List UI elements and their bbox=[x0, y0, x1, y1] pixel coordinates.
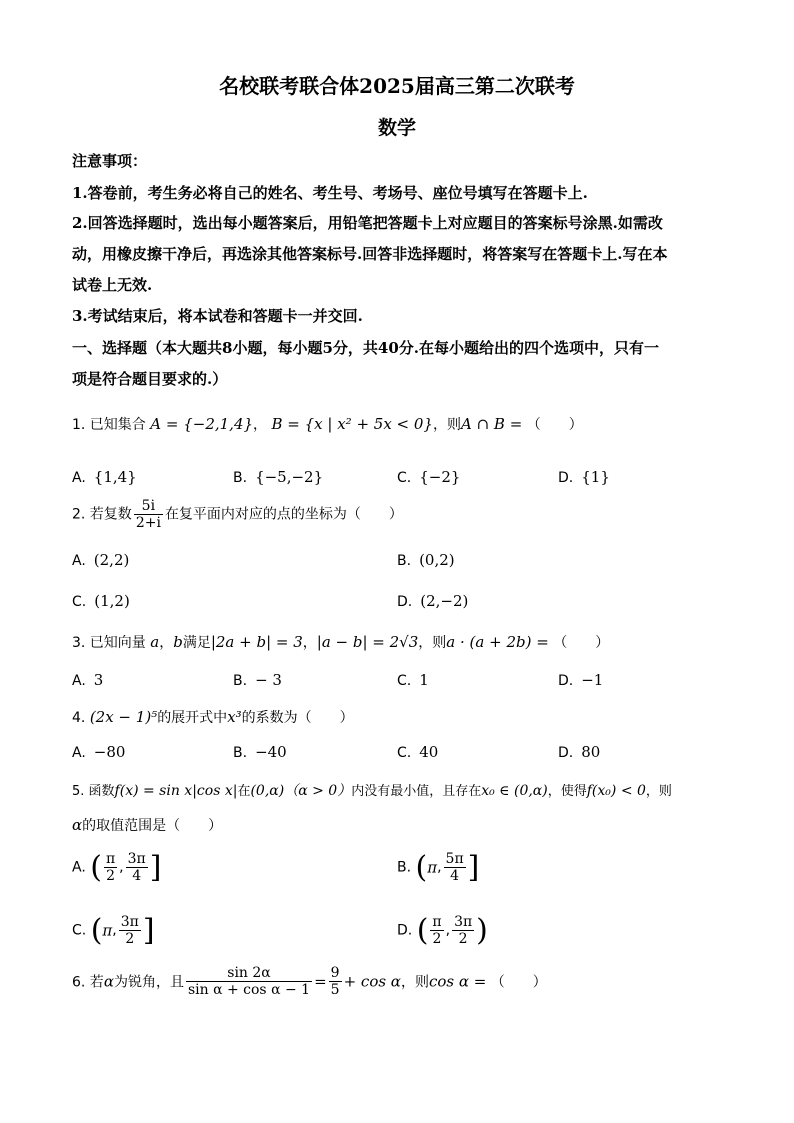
fraction-denominator: 2 bbox=[106, 868, 116, 884]
question-4-option-d bbox=[558, 743, 600, 761]
question-2-suffix: 在复平面内对应的点的坐标为（ ） bbox=[164, 506, 403, 523]
question-1-expr: A ∩ B = bbox=[460, 415, 523, 433]
question-5-option-a bbox=[72, 850, 161, 885]
fraction-denominator: sin α + cos α − 1 bbox=[187, 982, 311, 998]
question-5-option-d bbox=[397, 913, 488, 948]
question-5-line-1 bbox=[72, 780, 672, 800]
fraction-numerator: π bbox=[105, 851, 116, 867]
fraction-numerator: sin 2α bbox=[186, 965, 312, 982]
question-3-option-b bbox=[233, 671, 282, 689]
option-letter: A. bbox=[72, 745, 86, 761]
question-5-mid-3: ，使得 bbox=[547, 784, 587, 799]
option-value: {−2} bbox=[419, 468, 461, 486]
fraction-numerator: 3π bbox=[127, 851, 146, 867]
question-5-x0: x₀ ∈ (0,α) bbox=[481, 783, 548, 799]
option-letter: C. bbox=[72, 594, 87, 610]
fraction-numerator: 3π bbox=[454, 914, 473, 930]
question-6-prefix: 6. 若 bbox=[72, 974, 104, 991]
option-value: − 3 bbox=[255, 671, 282, 689]
question-5-function: f(x) = sin x|cos x| bbox=[114, 783, 238, 799]
left-paren: ( bbox=[416, 913, 429, 948]
option-letter: D. bbox=[558, 470, 574, 486]
option-letter: D. bbox=[558, 673, 574, 689]
fraction-denominator: 4 bbox=[132, 868, 142, 884]
question-1-sep: ， bbox=[253, 417, 268, 433]
option-letter: C. bbox=[72, 922, 87, 939]
option-letter: B. bbox=[233, 470, 248, 486]
option-value: (2,2) bbox=[93, 551, 130, 569]
option-right-fraction bbox=[444, 851, 466, 884]
question-4-mid: 的展开式中 bbox=[157, 710, 228, 726]
option-value: (2,−2) bbox=[420, 592, 469, 610]
question-3-sep: ， bbox=[159, 635, 174, 651]
section-1-heading-line-1: 一、选择题（本大题共8小题，每小题5分，共40分.在每小题给出的四个选项中，只有一 bbox=[72, 339, 659, 357]
question-6 bbox=[72, 965, 547, 998]
question-4-option-b bbox=[233, 743, 287, 761]
question-2-option-c bbox=[72, 592, 130, 610]
question-4-suffix: 的系数为（ ） bbox=[241, 710, 354, 726]
question-5-line-2-suffix: 的取值范围是（ ） bbox=[82, 818, 223, 834]
question-3-prefix: 3. 已知向量 bbox=[72, 635, 146, 651]
option-left-value: π bbox=[102, 921, 113, 940]
question-3-condition-1: |2a + b| = 3 bbox=[210, 633, 303, 651]
option-comma: , bbox=[437, 859, 442, 876]
question-3-option-d bbox=[558, 671, 603, 689]
notice-item-2-line-2: 动，用橡皮擦干净后，再选涂其他答案标号.回答非选择题时，将答案写在答题卡上.写在本 bbox=[72, 245, 668, 263]
option-letter: C. bbox=[397, 673, 412, 689]
question-5-inequality: f(x₀) < 0 bbox=[586, 783, 646, 799]
question-3-suffix: ，则 bbox=[418, 635, 447, 651]
fraction-numerator: 9 bbox=[330, 965, 340, 981]
fraction-numerator: 3π bbox=[120, 914, 139, 930]
question-4-option-a bbox=[72, 743, 125, 761]
question-3-option-a bbox=[72, 671, 103, 689]
fraction-denominator: 2 bbox=[432, 931, 442, 947]
vector-b: b bbox=[173, 633, 183, 651]
question-1-blank: （ ） bbox=[526, 417, 583, 433]
option-letter: A. bbox=[72, 859, 86, 876]
right-paren: ] bbox=[149, 850, 162, 885]
question-6-alpha: α bbox=[103, 972, 114, 991]
question-1-option-a bbox=[72, 468, 137, 486]
notice-item-2-line-1: 2.回答选择题时，选出每小题答案后，用铅笔把答题卡上对应题目的答案标号涂黑.如需改 bbox=[72, 214, 663, 232]
question-6-rhs: + cos α bbox=[343, 972, 401, 991]
question-2 bbox=[72, 498, 403, 531]
option-value: 80 bbox=[581, 743, 601, 761]
exam-subject: 数学 bbox=[377, 117, 416, 139]
question-1-option-c bbox=[397, 468, 460, 486]
option-letter: B. bbox=[397, 859, 412, 876]
question-2-option-b bbox=[397, 551, 455, 569]
notice-heading: 注意事项： bbox=[72, 152, 148, 170]
question-2-option-d bbox=[397, 592, 468, 610]
notice-item-3: 3.考试结束后，将本试卷和答题卡一并交回. bbox=[72, 307, 363, 325]
option-letter: D. bbox=[397, 594, 413, 610]
question-6-mid: 为锐角，且 bbox=[113, 974, 184, 991]
question-5-option-b bbox=[397, 850, 479, 885]
option-letter: C. bbox=[397, 745, 412, 761]
option-left-value: π bbox=[427, 858, 438, 877]
option-left-fraction bbox=[104, 851, 117, 884]
question-3 bbox=[72, 632, 609, 652]
option-right-fraction bbox=[452, 914, 474, 947]
question-3-option-c bbox=[397, 671, 429, 689]
question-1 bbox=[72, 414, 583, 434]
question-5-mid-2: 内没有最小值，且存在 bbox=[351, 784, 482, 799]
section-1-heading-line-2: 项是符合题目要求的.） bbox=[72, 370, 228, 388]
right-paren: ] bbox=[142, 913, 155, 948]
question-6-expr: cos α = bbox=[428, 972, 487, 991]
question-5-interval: (0,α) bbox=[250, 783, 285, 799]
question-6-suffix: ，则 bbox=[400, 974, 429, 991]
question-1-option-b bbox=[233, 468, 323, 486]
option-value: {1} bbox=[581, 468, 610, 486]
option-value: (0,2) bbox=[419, 551, 455, 569]
question-4-expr: (2x − 1)⁵ bbox=[89, 708, 158, 726]
question-3-blank: （ ） bbox=[553, 635, 610, 651]
option-value: 1 bbox=[419, 671, 429, 689]
option-value: {1,4} bbox=[93, 468, 137, 486]
question-5-condition: （α > 0） bbox=[284, 783, 352, 799]
question-5-line-2 bbox=[72, 815, 222, 835]
option-letter: A. bbox=[72, 673, 86, 689]
question-1-suffix: ，则 bbox=[432, 417, 461, 433]
option-letter: A. bbox=[72, 470, 86, 486]
question-2-fraction bbox=[134, 498, 163, 531]
option-letter: A. bbox=[72, 553, 86, 569]
option-value: (1,2) bbox=[94, 592, 130, 610]
question-3-mid: 满足 bbox=[182, 635, 211, 651]
option-letter: B. bbox=[233, 673, 248, 689]
notice-item-2-line-3: 试卷上无效. bbox=[72, 276, 153, 294]
fraction-denominator: 5 bbox=[330, 982, 340, 998]
question-2-prefix: 2. 若复数 bbox=[72, 506, 132, 523]
question-1-prefix: 1. 已知集合 bbox=[72, 417, 146, 433]
question-6-blank: （ ） bbox=[490, 974, 547, 991]
question-4 bbox=[72, 707, 354, 727]
question-6-equals: = bbox=[314, 972, 327, 991]
option-value: −80 bbox=[93, 743, 126, 761]
right-paren: ) bbox=[476, 913, 488, 948]
fraction-numerator: 5i bbox=[134, 498, 163, 515]
option-value: 40 bbox=[419, 743, 439, 761]
question-6-fraction-2 bbox=[329, 965, 342, 998]
option-right-fraction bbox=[119, 914, 141, 947]
option-right-fraction bbox=[126, 851, 148, 884]
question-3-expr: a · (a + 2b) = bbox=[446, 633, 549, 651]
option-letter: B. bbox=[397, 553, 412, 569]
question-3-condition-2: |a − b| = 2√3 bbox=[316, 633, 419, 651]
option-letter: D. bbox=[558, 745, 574, 761]
question-4-option-c bbox=[397, 743, 438, 761]
question-5-alpha: α bbox=[72, 816, 83, 834]
question-1-set-a: A = {−2,1,4} bbox=[150, 415, 254, 433]
option-value: −1 bbox=[581, 671, 604, 689]
question-1-option-d bbox=[558, 468, 610, 486]
option-letter: B. bbox=[233, 745, 248, 761]
option-left-fraction bbox=[430, 914, 443, 947]
question-5-mid-1: 在 bbox=[237, 784, 251, 799]
question-2-option-a bbox=[72, 551, 129, 569]
question-5-prefix: 5. 函数 bbox=[72, 784, 115, 799]
option-letter: C. bbox=[397, 470, 412, 486]
fraction-numerator: π bbox=[432, 914, 442, 930]
fraction-denominator: 2 bbox=[458, 931, 468, 947]
fraction-denominator: 4 bbox=[450, 868, 460, 884]
vector-a: a bbox=[150, 633, 160, 651]
question-6-fraction bbox=[186, 965, 312, 998]
option-value: {−5,−2} bbox=[255, 468, 324, 486]
question-4-term: x³ bbox=[227, 708, 242, 726]
fraction-denominator: 2 bbox=[125, 931, 135, 947]
option-comma: , bbox=[119, 859, 124, 876]
option-comma: , bbox=[112, 922, 117, 939]
left-paren: ( bbox=[415, 850, 428, 885]
option-value: 3 bbox=[93, 671, 104, 689]
right-paren: ] bbox=[467, 850, 480, 885]
fraction-numerator: 5π bbox=[445, 851, 464, 867]
left-paren: ( bbox=[90, 850, 102, 885]
fraction-denominator: 2+i bbox=[135, 515, 161, 531]
question-4-prefix: 4. bbox=[72, 710, 86, 726]
question-3-sep-2: ， bbox=[302, 635, 317, 651]
option-value: −40 bbox=[255, 743, 287, 761]
left-paren: ( bbox=[90, 913, 103, 948]
question-5-suffix: ，则 bbox=[645, 784, 672, 799]
option-letter: D. bbox=[397, 922, 413, 939]
question-5-option-c bbox=[72, 913, 155, 948]
question-1-set-b: B = {x | x² + 5x < 0} bbox=[271, 415, 433, 433]
exam-title: 名校联考联合体2025届高三第二次联考 bbox=[219, 74, 575, 98]
notice-item-1: 1.答卷前，考生务必将自己的姓名、考生号、考场号、座位号填写在答题卡上. bbox=[72, 184, 588, 202]
option-comma: , bbox=[445, 922, 451, 939]
